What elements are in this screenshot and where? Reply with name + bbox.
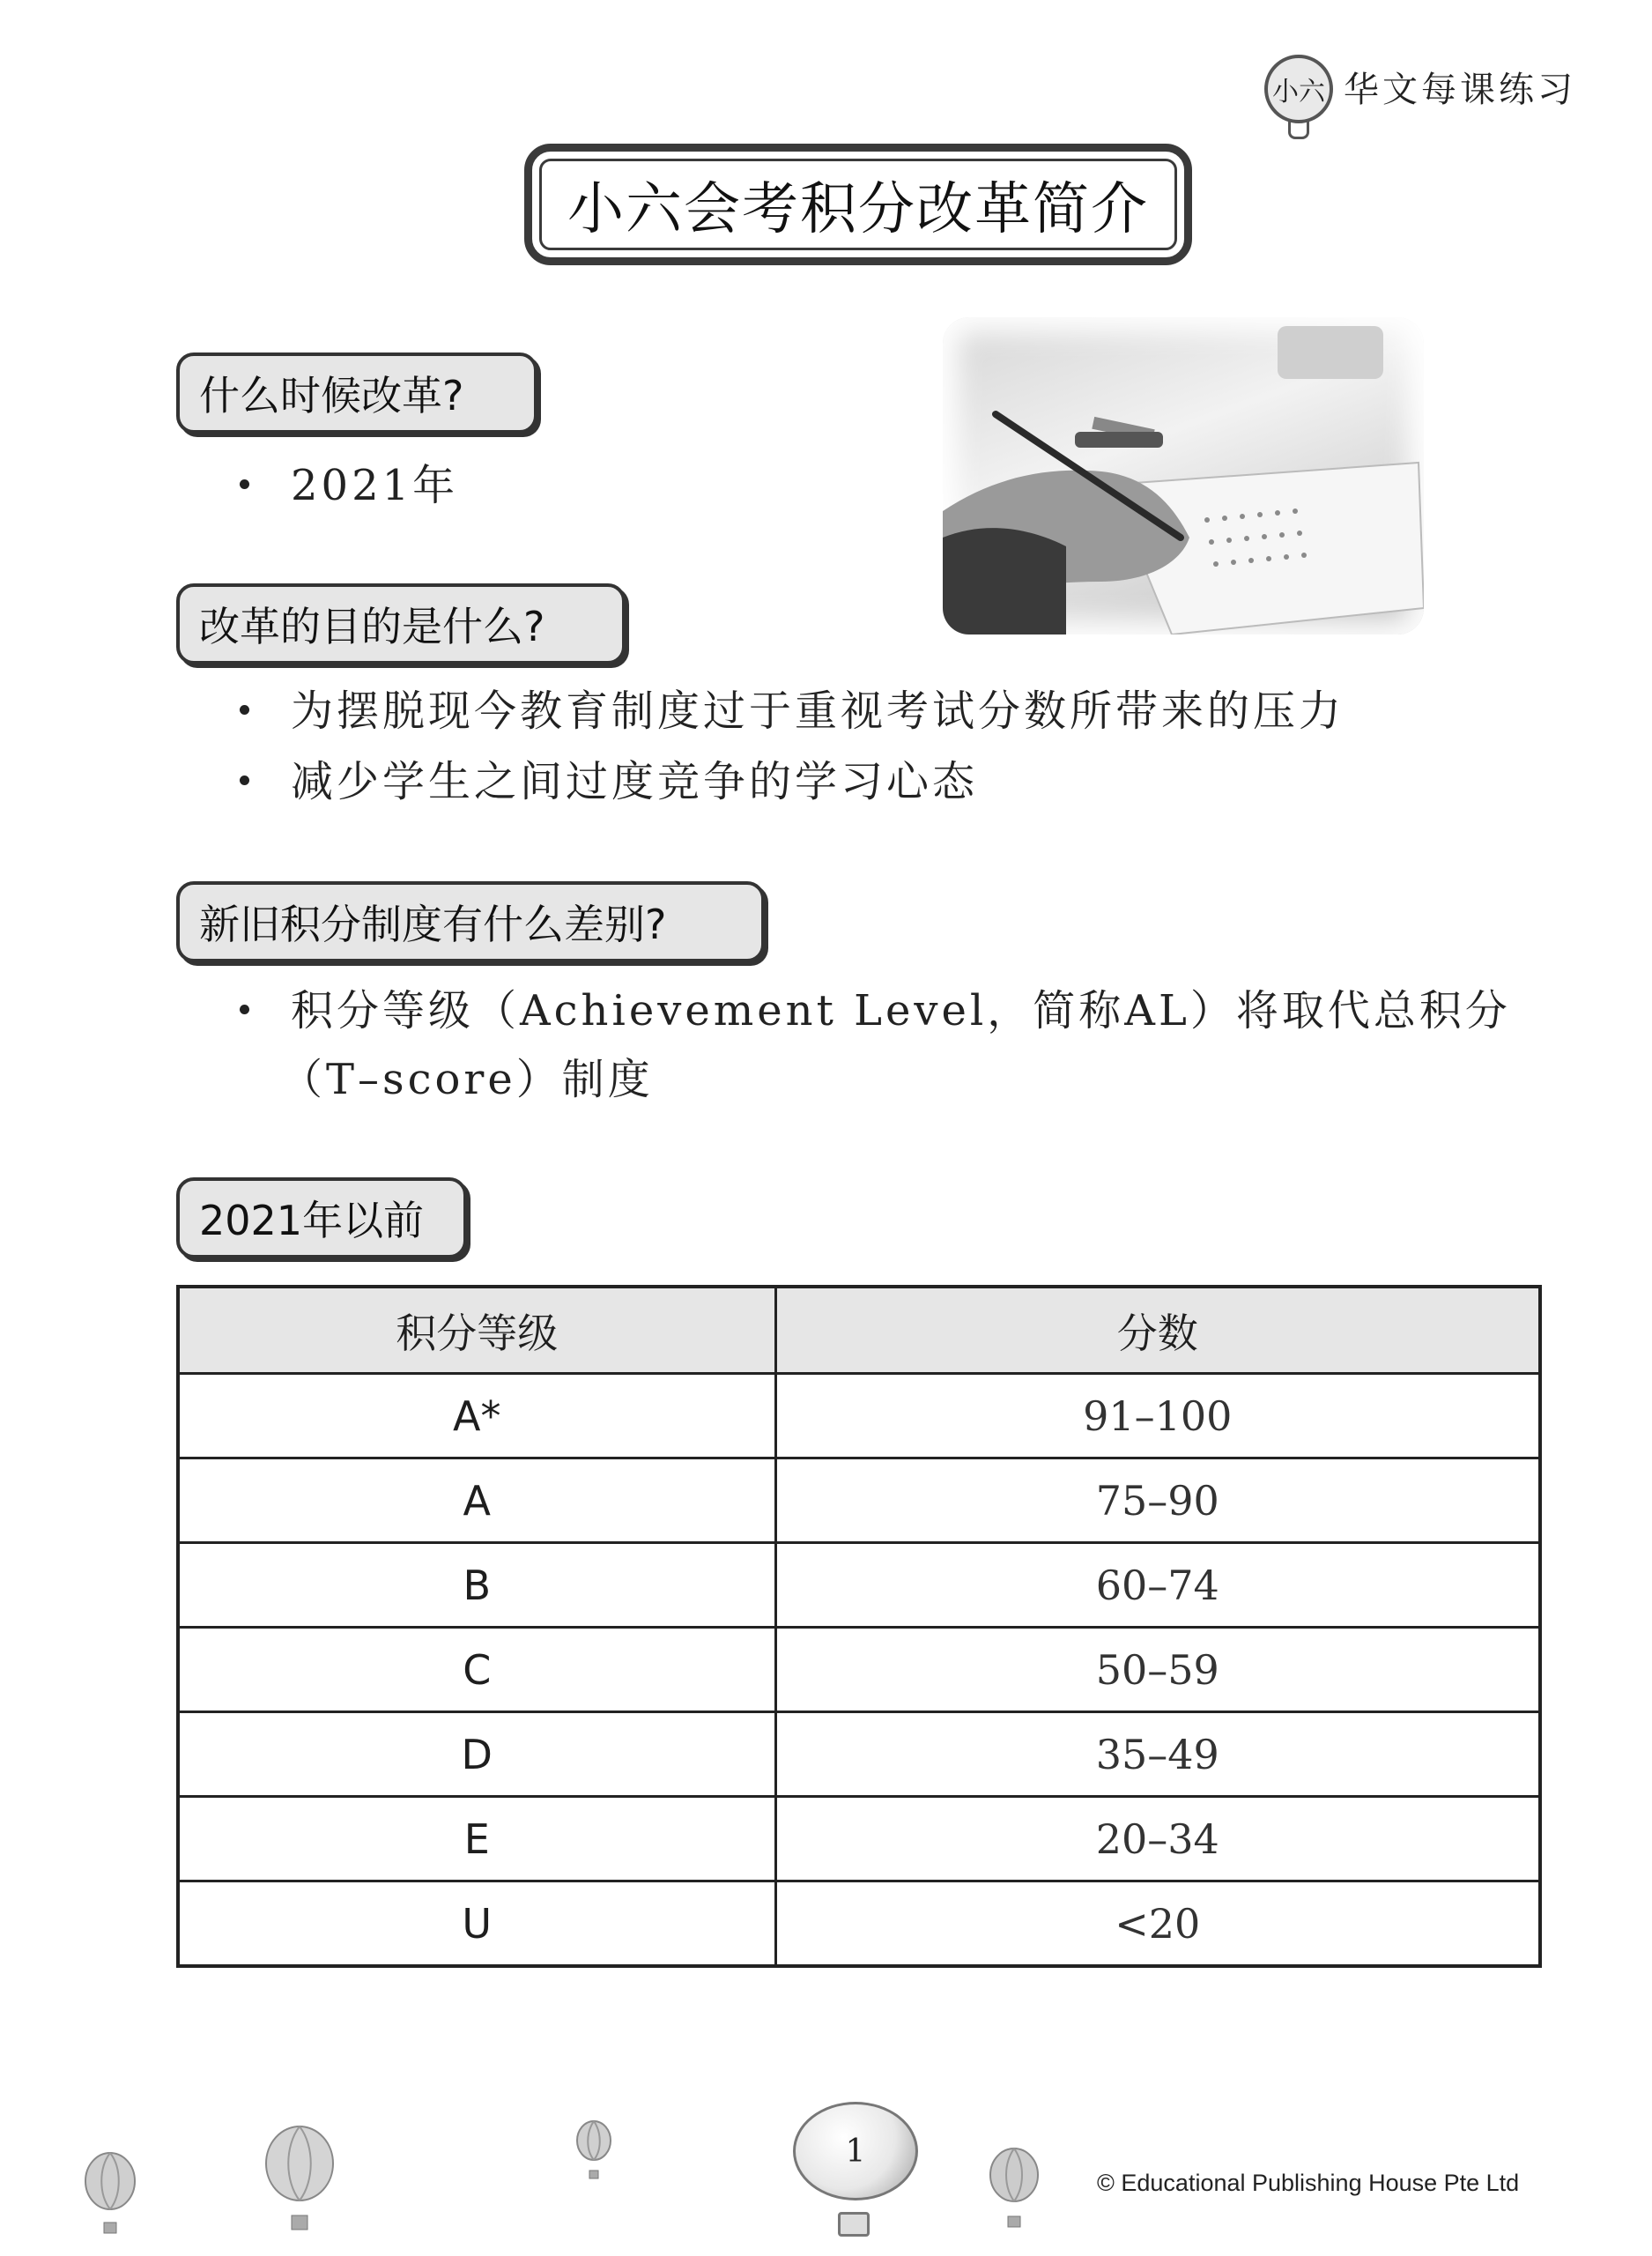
exam-photo bbox=[943, 317, 1424, 634]
bullet-difference-line1: 积分等级（Achievement Level，简称AL）将取代总积分 bbox=[291, 986, 1511, 1035]
table-row bbox=[178, 1374, 1540, 1458]
grade-level-cell: C bbox=[178, 1628, 775, 1712]
bullet-difference-line2: （T–score）制度 bbox=[280, 1055, 654, 1104]
grade-level-cell: U bbox=[178, 1881, 775, 1967]
section-label-difference: 新旧积分制度有什么差别? bbox=[176, 881, 765, 962]
table-row bbox=[178, 1458, 1540, 1543]
bullet-dot bbox=[240, 776, 249, 785]
section-label-when: 什么时候改革? bbox=[176, 352, 537, 434]
column-header-score: 分数 bbox=[775, 1287, 1540, 1374]
bullet-purpose-1: 为摆脱现今教育制度过于重视考试分数所带来的压力 bbox=[291, 686, 1345, 736]
section-label-before-2021: 2021年以前 bbox=[176, 1177, 467, 1258]
column-header-level: 积分等级 bbox=[178, 1287, 775, 1374]
balloon-icon bbox=[260, 2124, 339, 2238]
section-label-purpose: 改革的目的是什么? bbox=[176, 583, 626, 664]
table-row bbox=[178, 1881, 1540, 1967]
grade-level-cell: D bbox=[178, 1712, 775, 1797]
page-balloon-basket bbox=[838, 2212, 870, 2237]
grade-level-cell: B bbox=[178, 1543, 775, 1628]
table-row bbox=[178, 1797, 1540, 1881]
bullet-when-year: 2021年 bbox=[291, 461, 459, 510]
score-range-cell: 20–34 bbox=[775, 1797, 1540, 1881]
page-number: 1 bbox=[793, 2102, 918, 2200]
page-title: 小六会考积分改革简介 bbox=[567, 177, 1149, 242]
grade-level-cell: E bbox=[178, 1797, 775, 1881]
score-range-cell: <20 bbox=[775, 1881, 1540, 1967]
table-row bbox=[178, 1628, 1540, 1712]
score-range-cell: 91–100 bbox=[775, 1374, 1540, 1458]
series-title: 华文每课练习 bbox=[1344, 70, 1576, 110]
grade-score-table bbox=[176, 1285, 1542, 1968]
balloon-icon bbox=[985, 2146, 1043, 2238]
score-range-cell: 75–90 bbox=[775, 1458, 1540, 1543]
copyright-notice: © Educational Publishing House Pte Ltd bbox=[1097, 2170, 1520, 2196]
grade-level-cell: A* bbox=[178, 1374, 775, 1458]
bullet-dot bbox=[240, 1005, 249, 1014]
table-row bbox=[178, 1712, 1540, 1797]
score-range-cell: 50–59 bbox=[775, 1628, 1540, 1712]
balloon-icon bbox=[573, 2119, 615, 2190]
table-row bbox=[178, 1543, 1540, 1628]
page-title-box bbox=[524, 144, 1192, 265]
bullet-dot bbox=[240, 705, 249, 715]
grade-level-cell: A bbox=[178, 1458, 775, 1543]
grade-badge: 小六 bbox=[1264, 55, 1333, 123]
bullet-purpose-2: 减少学生之间过度竞争的学习心态 bbox=[291, 757, 979, 806]
table-header-row bbox=[178, 1287, 1540, 1374]
balloon-icon bbox=[79, 2150, 141, 2247]
score-range-cell: 60–74 bbox=[775, 1543, 1540, 1628]
exam-photo-illustration bbox=[943, 317, 1424, 634]
bullet-dot bbox=[240, 479, 249, 489]
badge-balloon-basket bbox=[1288, 122, 1309, 139]
score-range-cell: 35–49 bbox=[775, 1712, 1540, 1797]
